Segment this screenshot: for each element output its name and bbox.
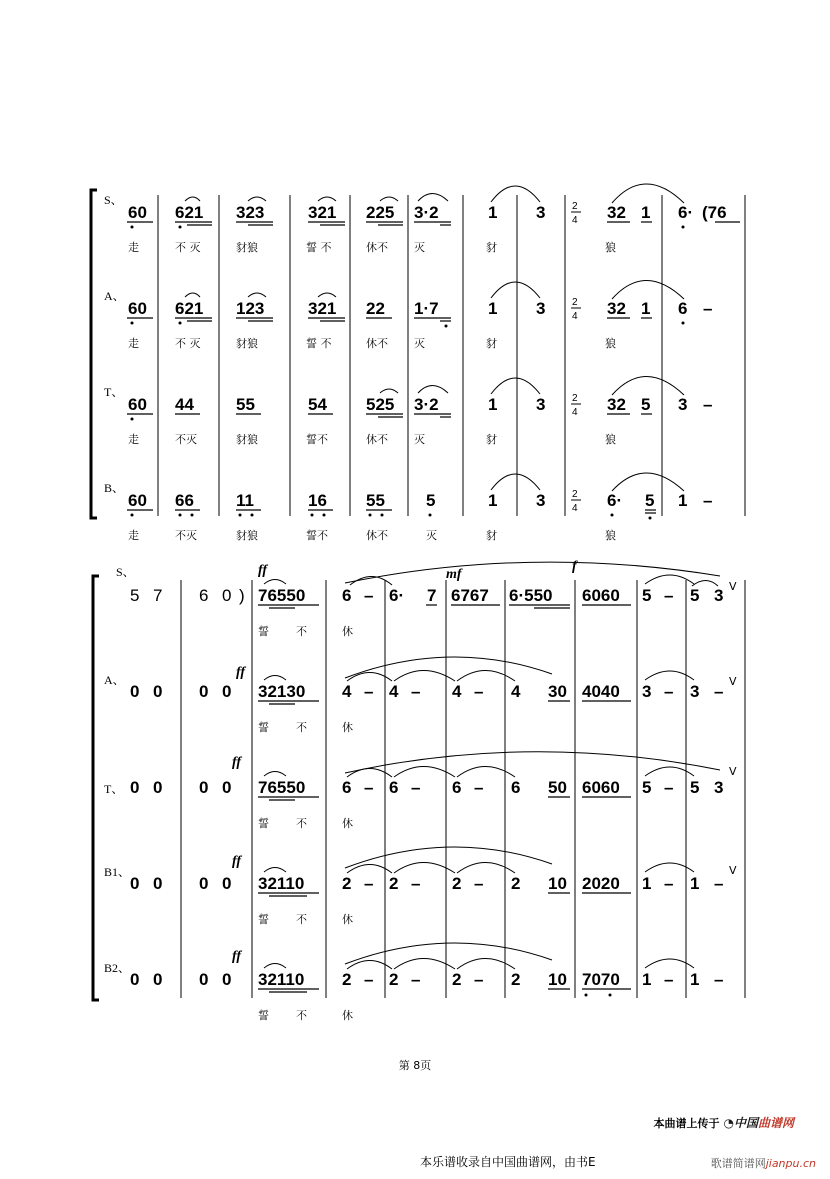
system-bracket bbox=[91, 190, 97, 518]
note: 4 bbox=[511, 682, 521, 701]
note: 2 bbox=[511, 874, 521, 893]
note-group: 76550 bbox=[258, 586, 306, 605]
time-signature-bottom: 4 bbox=[572, 311, 578, 322]
note: 5 bbox=[641, 395, 651, 414]
time-signature-bottom: 4 bbox=[572, 503, 578, 514]
dash: – bbox=[664, 970, 674, 989]
note-group: 3·2 bbox=[414, 395, 439, 414]
note: 5 bbox=[690, 586, 700, 605]
lyric: 灭 bbox=[414, 337, 425, 350]
lyric: 狼 bbox=[605, 241, 616, 254]
note: 0 bbox=[199, 778, 209, 797]
note: 5 bbox=[426, 491, 436, 510]
note: 1 bbox=[690, 970, 700, 989]
logo-mark-icon: ◔ bbox=[723, 1116, 734, 1130]
note: 1 bbox=[488, 491, 498, 510]
lyric: 不 bbox=[296, 913, 307, 926]
dash: – bbox=[714, 970, 724, 989]
note-group: 32 bbox=[607, 299, 626, 318]
note: 0 bbox=[222, 682, 232, 701]
note: 2 bbox=[511, 970, 521, 989]
note-group: 32130 bbox=[258, 682, 306, 701]
note-group: 66 bbox=[175, 491, 194, 510]
note: 3 bbox=[714, 586, 724, 605]
note: 1 bbox=[488, 299, 498, 318]
upload-note bbox=[653, 1114, 794, 1131]
note: 6 bbox=[452, 778, 462, 797]
note: 0 bbox=[130, 682, 140, 701]
lyric: 休不 bbox=[366, 433, 388, 446]
note-group: 60 bbox=[128, 299, 147, 318]
note-group: 6060 bbox=[582, 586, 620, 605]
lyric: 誓 bbox=[258, 1009, 269, 1022]
note: 1 bbox=[642, 874, 652, 893]
note-group: 323 bbox=[236, 203, 265, 222]
system-bracket bbox=[93, 576, 99, 1000]
part-bass-2 bbox=[104, 943, 723, 1022]
watermark-text: 歌谱简谱网 bbox=[710, 1157, 766, 1170]
dynamic-mf: mf bbox=[446, 567, 462, 582]
dash: – bbox=[364, 778, 374, 797]
lyric: 休 bbox=[342, 1009, 353, 1022]
note-group: 123 bbox=[236, 299, 265, 318]
lyric: 休 bbox=[342, 817, 353, 830]
dash: – bbox=[364, 970, 374, 989]
note-group: 6767 bbox=[451, 586, 489, 605]
lyric: 休 bbox=[342, 913, 353, 926]
dash: – bbox=[664, 778, 674, 797]
lyric: 誓 bbox=[258, 625, 269, 638]
dynamic-ff: ff bbox=[232, 854, 242, 869]
part-label: B、 bbox=[104, 481, 125, 495]
lyric: 灭 bbox=[414, 241, 425, 254]
note: 0 bbox=[199, 970, 209, 989]
note-group: 621 bbox=[175, 203, 204, 222]
note-group: 76550 bbox=[258, 778, 306, 797]
lyric: 休不 bbox=[366, 241, 388, 254]
lyric: 休不 bbox=[366, 529, 388, 542]
note: 1 bbox=[488, 203, 498, 222]
upload-note-text: 本曲谱上传于 bbox=[653, 1116, 720, 1130]
lyric: 豺 bbox=[486, 529, 497, 542]
note: 5 bbox=[642, 778, 652, 797]
note-group: 1·7 bbox=[414, 299, 439, 318]
note: 1 bbox=[642, 970, 652, 989]
note-group: 3·2 bbox=[414, 203, 439, 222]
lyric: 誓 不 bbox=[306, 337, 332, 350]
note: 6 bbox=[389, 778, 399, 797]
note-group: 22 bbox=[366, 299, 385, 318]
dynamic-f: f bbox=[572, 559, 577, 574]
time-signature-bottom: 4 bbox=[572, 215, 578, 226]
note-group: 60 bbox=[128, 491, 147, 510]
system-1 bbox=[91, 184, 745, 542]
lyric: 豺狼 bbox=[236, 337, 258, 350]
note-group: 54 bbox=[308, 395, 327, 414]
note-group: 6· bbox=[607, 491, 623, 510]
watermark-url[interactable]: jianpu.cn bbox=[765, 1157, 816, 1170]
lyric: 不 bbox=[296, 817, 307, 830]
lyric: 誓不 bbox=[306, 433, 328, 446]
paren: ) bbox=[239, 586, 245, 605]
note: 3 bbox=[678, 395, 688, 414]
time-signature-bottom: 4 bbox=[572, 407, 578, 418]
time-signature-top: 2 bbox=[572, 201, 578, 212]
note-group: 30 bbox=[548, 682, 567, 701]
system-2 bbox=[93, 559, 745, 1022]
note-group: 10 bbox=[548, 970, 567, 989]
lyric: 不 灭 bbox=[175, 337, 201, 350]
lyric: 誓 bbox=[258, 913, 269, 926]
dash: – bbox=[664, 586, 674, 605]
dash: – bbox=[664, 874, 674, 893]
note-group: 4040 bbox=[582, 682, 620, 701]
lyric: 灭 bbox=[426, 529, 437, 542]
note: 3 bbox=[536, 203, 546, 222]
lyric: 豺 bbox=[486, 241, 497, 254]
note: 0 bbox=[130, 778, 140, 797]
dash: – bbox=[474, 874, 484, 893]
dash: – bbox=[474, 682, 484, 701]
breath-mark: V bbox=[729, 580, 737, 593]
note: 5 bbox=[642, 586, 652, 605]
note-group: 6060 bbox=[582, 778, 620, 797]
note: 0 bbox=[222, 778, 232, 797]
dash: – bbox=[411, 682, 421, 701]
note-group: 55 bbox=[366, 491, 385, 510]
dash: – bbox=[364, 682, 374, 701]
note: 7 bbox=[427, 586, 437, 605]
time-signature-top: 2 bbox=[572, 489, 578, 500]
note-group: 60 bbox=[128, 203, 147, 222]
dynamic-ff: ff bbox=[232, 755, 242, 770]
note: 0 bbox=[222, 586, 232, 605]
note: 4 bbox=[452, 682, 462, 701]
note: 0 bbox=[153, 970, 163, 989]
note-group: 321 bbox=[308, 299, 337, 318]
part-label: T、 bbox=[104, 782, 124, 796]
lyric: 豺狼 bbox=[236, 433, 258, 446]
note-group: 11 bbox=[236, 491, 254, 510]
lyric: 走 bbox=[128, 529, 139, 542]
dash: – bbox=[364, 586, 374, 605]
logo-text: 中国 bbox=[733, 1116, 758, 1130]
lyric: 豺 bbox=[486, 337, 497, 350]
note-group: 2020 bbox=[582, 874, 620, 893]
time-signature-top: 2 bbox=[572, 393, 578, 404]
note: 1 bbox=[641, 299, 651, 318]
lyric: 豺 bbox=[486, 433, 497, 446]
note: 7 bbox=[153, 586, 163, 605]
note: 2 bbox=[342, 874, 352, 893]
note: 6 bbox=[678, 299, 688, 318]
dash: – bbox=[364, 874, 374, 893]
part-label: S、 bbox=[104, 193, 123, 207]
note: 3 bbox=[536, 299, 546, 318]
note: 0 bbox=[130, 874, 140, 893]
part-alto bbox=[104, 657, 737, 734]
lyric: 不 灭 bbox=[175, 241, 201, 254]
note: 3 bbox=[536, 491, 546, 510]
note-group: 10 bbox=[548, 874, 567, 893]
dash: – bbox=[703, 299, 713, 318]
note-group: 50 bbox=[548, 778, 567, 797]
note: 4 bbox=[389, 682, 399, 701]
lyric: 誓不 bbox=[306, 529, 328, 542]
dash: – bbox=[474, 778, 484, 797]
lyric: 誓 不 bbox=[306, 241, 332, 254]
note: 0 bbox=[153, 874, 163, 893]
note: 0 bbox=[222, 874, 232, 893]
dynamic-ff: ff bbox=[232, 949, 242, 964]
lyric: 狼 bbox=[605, 433, 616, 446]
page-number: 第 8页 bbox=[398, 1059, 432, 1072]
note-group: 225 bbox=[366, 203, 395, 222]
lyric: 不 bbox=[296, 1009, 307, 1022]
source-note: 本乐谱收录自中国曲谱网，由书Ε bbox=[420, 1155, 596, 1169]
dash: – bbox=[664, 682, 674, 701]
note-group: 525 bbox=[366, 395, 395, 414]
note: 4 bbox=[342, 682, 352, 701]
note-group: 621 bbox=[175, 299, 204, 318]
note: 0 bbox=[130, 970, 140, 989]
time-signature-top: 2 bbox=[572, 297, 578, 308]
part-label: B2、 bbox=[104, 961, 131, 975]
lyric: 走 bbox=[128, 433, 139, 446]
lyric: 灭 bbox=[414, 433, 425, 446]
part-label: A、 bbox=[104, 673, 125, 687]
part-label: S、 bbox=[116, 565, 135, 579]
note-group: 32 bbox=[607, 203, 626, 222]
dash: – bbox=[703, 395, 713, 414]
note: 2 bbox=[342, 970, 352, 989]
note: 1 bbox=[488, 395, 498, 414]
note-group: 321 bbox=[308, 203, 337, 222]
part-label: A、 bbox=[104, 289, 125, 303]
note: 0 bbox=[199, 874, 209, 893]
note-group: (76 bbox=[702, 203, 727, 222]
lyric: 豺狼 bbox=[236, 529, 258, 542]
note-group: 6·550 bbox=[509, 586, 553, 605]
note: 0 bbox=[199, 682, 209, 701]
dash: – bbox=[411, 874, 421, 893]
lyric: 走 bbox=[128, 337, 139, 350]
dash: – bbox=[411, 778, 421, 797]
dash: – bbox=[703, 491, 713, 510]
dash: – bbox=[474, 970, 484, 989]
note: 0 bbox=[153, 682, 163, 701]
part-label: T、 bbox=[104, 385, 124, 399]
logo-text-red: 曲谱网 bbox=[757, 1116, 794, 1130]
note-group: 32110 bbox=[258, 970, 305, 989]
note-group: 60 bbox=[128, 395, 147, 414]
dash: – bbox=[714, 682, 724, 701]
lyric: 走 bbox=[128, 241, 139, 254]
note-group: 55 bbox=[236, 395, 255, 414]
watermark bbox=[711, 1155, 816, 1171]
lyric: 狼 bbox=[605, 529, 616, 542]
lyric: 休 bbox=[342, 721, 353, 734]
note-group: 7070 bbox=[582, 970, 620, 989]
note: 1 bbox=[641, 203, 651, 222]
note-group: 32 bbox=[607, 395, 626, 414]
lyric: 狼 bbox=[605, 337, 616, 350]
dynamic-ff: ff bbox=[258, 563, 268, 578]
note: 3 bbox=[714, 778, 724, 797]
note: 3 bbox=[536, 395, 546, 414]
part-tenor bbox=[104, 752, 737, 830]
note: 3 bbox=[642, 682, 652, 701]
dash: – bbox=[411, 970, 421, 989]
note: 6 bbox=[342, 778, 352, 797]
note-group: 32110 bbox=[258, 874, 305, 893]
lyric: 休不 bbox=[366, 337, 388, 350]
note: 2 bbox=[389, 874, 399, 893]
lyric: 不 bbox=[296, 721, 307, 734]
dash: – bbox=[714, 874, 724, 893]
part-soprano bbox=[104, 184, 740, 254]
part-soprano bbox=[116, 562, 737, 638]
note: 6 bbox=[199, 586, 209, 605]
lyric: 不灭 bbox=[175, 529, 197, 542]
note: 2 bbox=[452, 970, 462, 989]
site-logo[interactable] bbox=[723, 1114, 794, 1131]
lyric: 休 bbox=[342, 625, 353, 638]
part-label: B1、 bbox=[104, 865, 131, 879]
note: 6 bbox=[511, 778, 521, 797]
note-group: 44 bbox=[175, 395, 194, 414]
lyric: 不 bbox=[296, 625, 307, 638]
note: 0 bbox=[222, 970, 232, 989]
breath-mark: V bbox=[729, 675, 737, 688]
note: 2 bbox=[452, 874, 462, 893]
breath-mark: V bbox=[729, 765, 737, 778]
note: 6· bbox=[678, 203, 694, 222]
note: 0 bbox=[153, 778, 163, 797]
lyric: 誓 bbox=[258, 817, 269, 830]
breath-mark: V bbox=[729, 864, 737, 877]
note-group: 16 bbox=[308, 491, 327, 510]
note: 5 bbox=[645, 491, 655, 510]
note: 6· bbox=[389, 586, 405, 605]
lyric: 豺狼 bbox=[236, 241, 258, 254]
lyric: 誓 bbox=[258, 721, 269, 734]
note: 2 bbox=[389, 970, 399, 989]
lyric: 不灭 bbox=[175, 433, 197, 446]
part-bass-1 bbox=[104, 847, 737, 926]
note: 5 bbox=[690, 778, 700, 797]
dynamic-ff: ff bbox=[236, 665, 246, 680]
note: 1 bbox=[690, 874, 700, 893]
note: 5 bbox=[130, 586, 140, 605]
note: 6 bbox=[342, 586, 352, 605]
note: 3 bbox=[690, 682, 700, 701]
note: 1 bbox=[678, 491, 688, 510]
